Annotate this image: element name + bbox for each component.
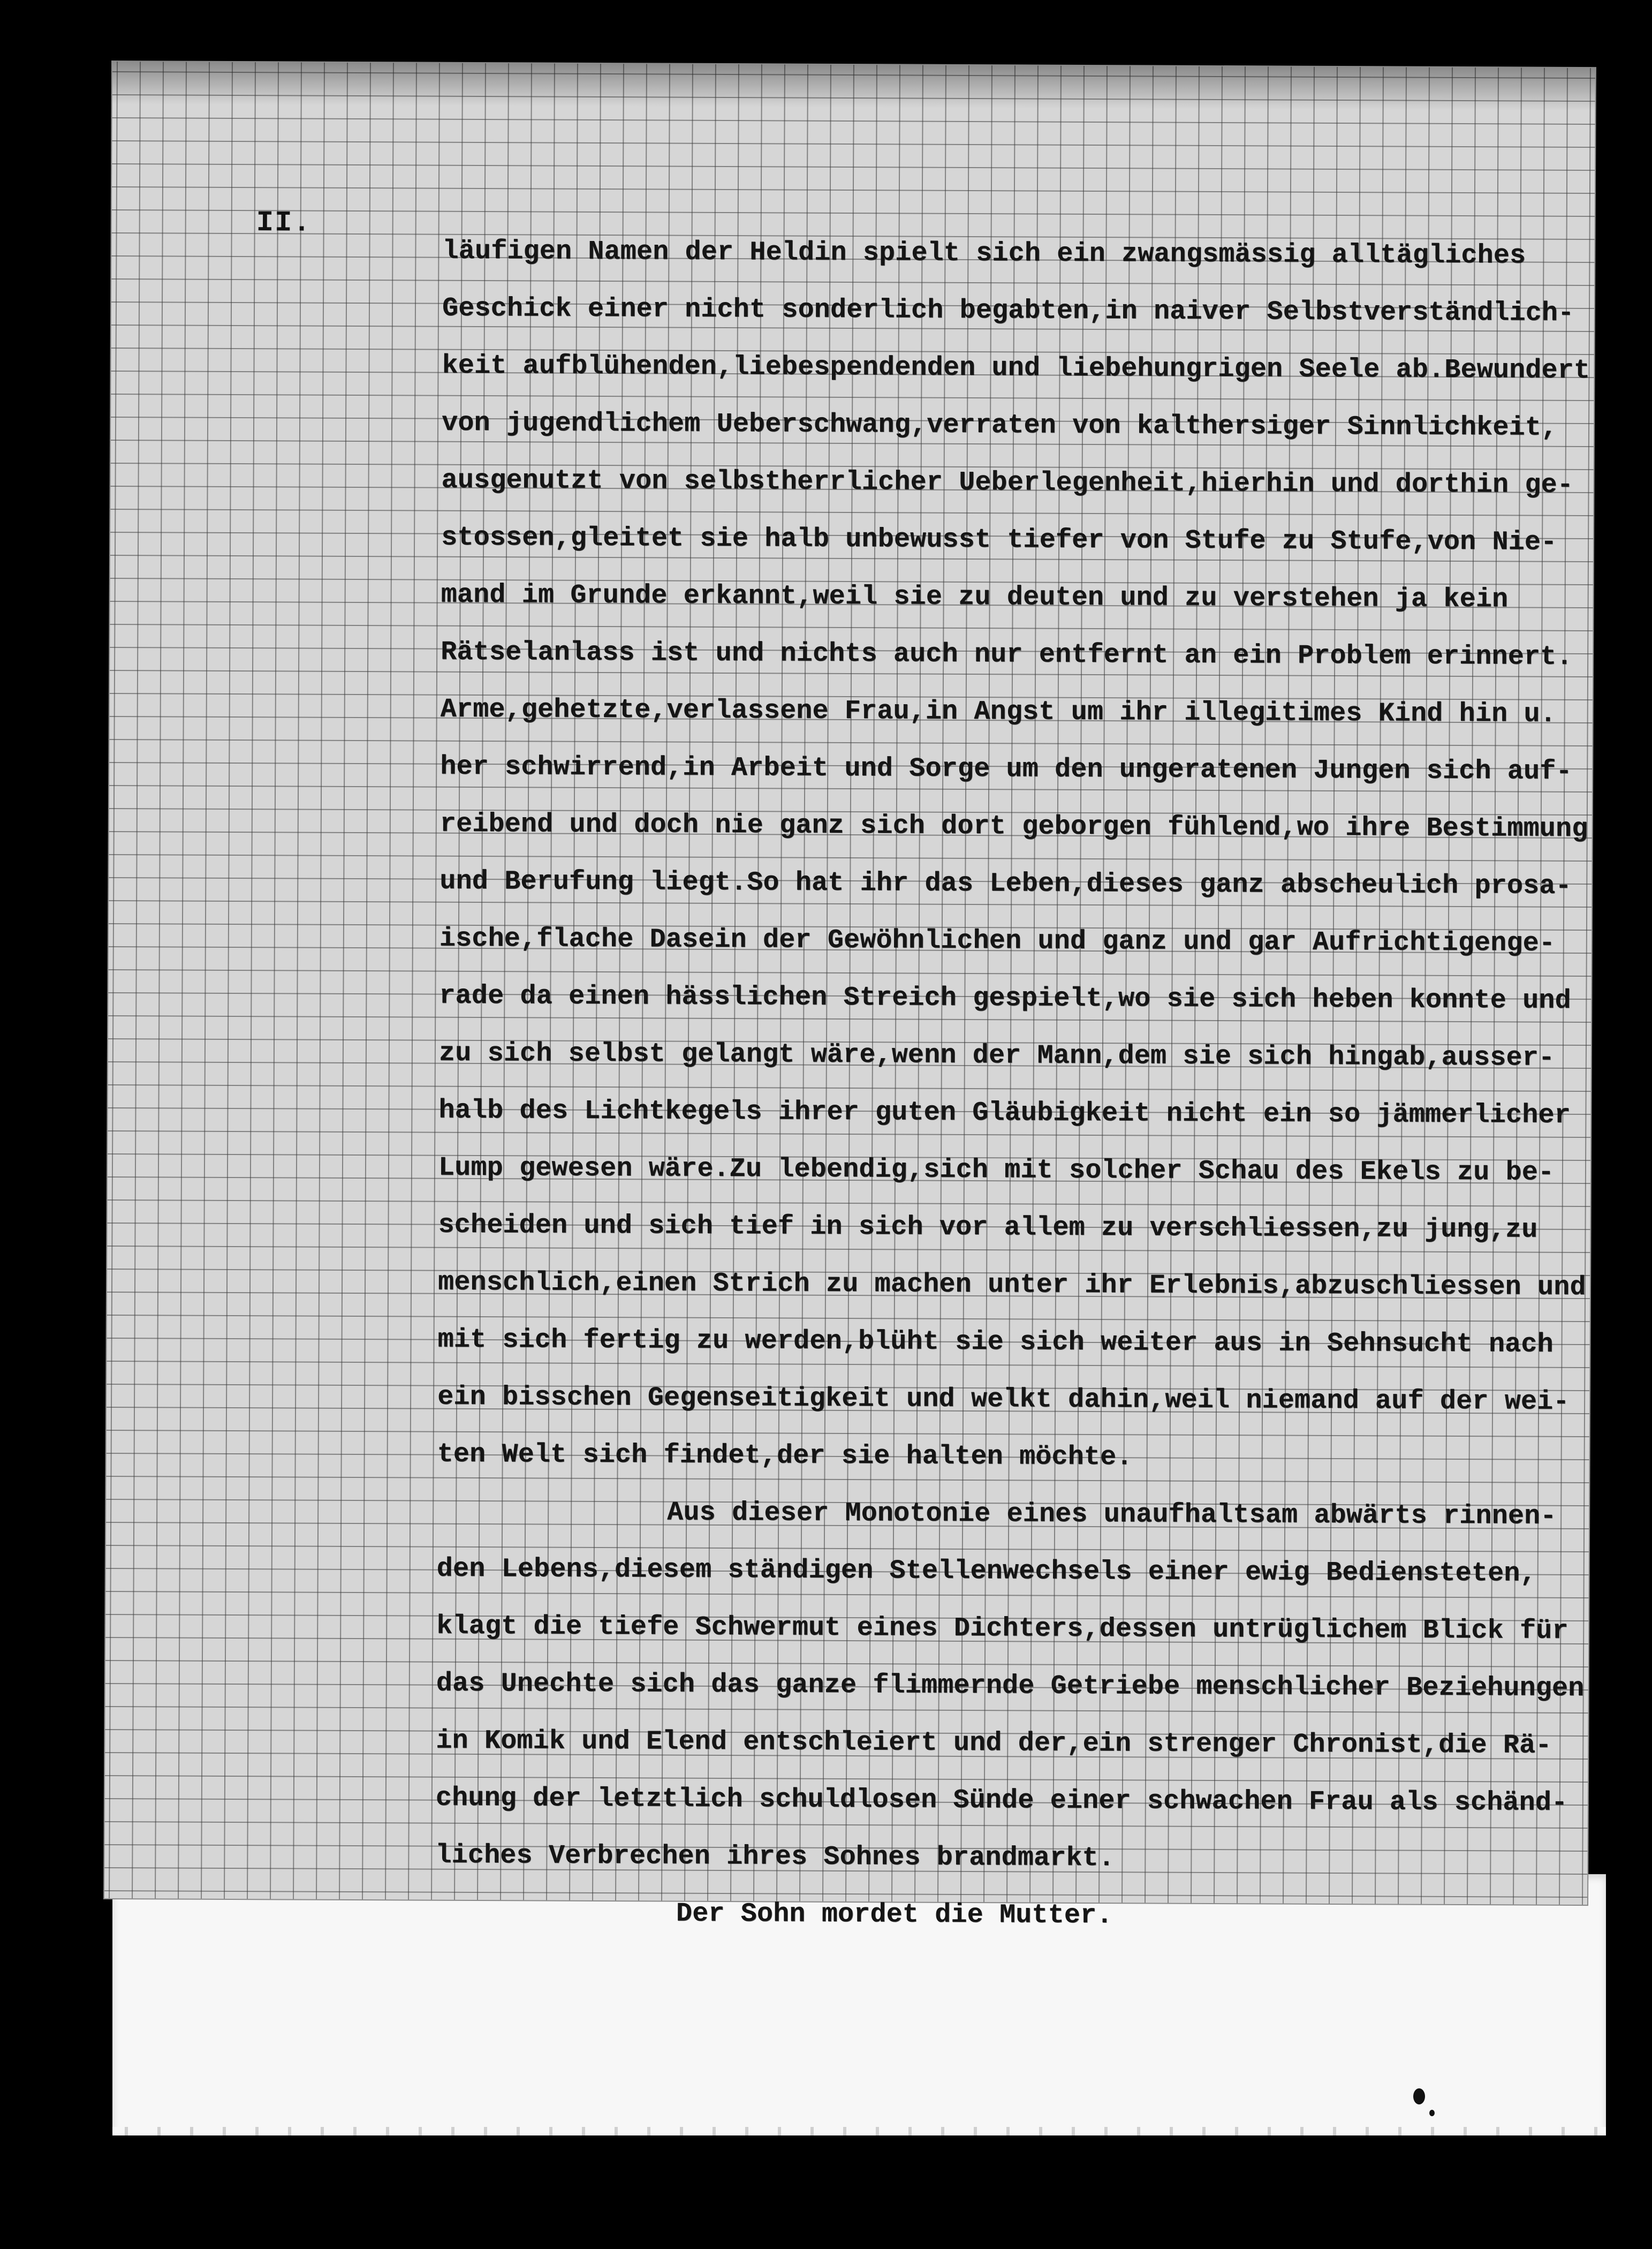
text-line: keit aufblühenden,liebespendenden und liebehungrigen Seele ab.Bewundert bbox=[442, 350, 1590, 387]
closing-line: Der Sohn mordet die Mutter. bbox=[676, 1898, 1113, 1931]
text-line: stossen,gleitet sie halb unbewusst tiefer von Stufe zu Stufe,von Nie- bbox=[441, 522, 1557, 558]
text-line: läufigen Namen der Heldin spielt sich ein zwangsmässig alltägliches bbox=[442, 236, 1526, 271]
text-line: ein bisschen Gegenseitigkeit und welkt dahin,weil niemand auf der wei- bbox=[437, 1382, 1570, 1417]
paragraph-start-line: Aus dieser Monotonie eines unaufhaltsam abwärts rinnen- bbox=[667, 1497, 1557, 1532]
text-line: liches Verbrechen ihres Sohnes brandmarkt. bbox=[435, 1840, 1115, 1874]
body-text bbox=[435, 223, 1652, 1947]
text-line: in Komik und Elend entschleiert und der,ein strenger Chronist,die Rä- bbox=[436, 1725, 1552, 1761]
page-number: II. bbox=[256, 207, 312, 240]
text-line: das Unechte sich das ganze flimmernde Getriebe menschlicher Beziehungen bbox=[436, 1668, 1585, 1704]
typescript-page bbox=[104, 62, 1595, 1931]
text-line: ten Welt sich findet,der sie halten möchte. bbox=[437, 1439, 1133, 1473]
text-line: Geschick einer nicht sonderlich begabten,in naiver Selbstverständlich- bbox=[442, 293, 1574, 329]
text-line: ausgenutzt von selbstherrlicher Ueberlegenheit,hierhin und dorthin ge- bbox=[441, 465, 1574, 501]
ink-speck bbox=[1413, 2088, 1425, 2104]
text-line: Lump gewesen wäre.Zu lebendig,sich mit solcher Schau des Ekels zu be- bbox=[438, 1152, 1555, 1188]
text-line: von jugendlichem Ueberschwang,verraten von kalthersiger Sinnlichkeit, bbox=[441, 407, 1558, 443]
text-line: und Berufung liegt.So hat ihr das Leben,dieses ganz abscheulich prosa- bbox=[439, 866, 1572, 902]
ink-speck bbox=[1429, 2110, 1435, 2116]
text-line: chung der letztlich schuldlosen Sünde einer schwachen Frau als schänd- bbox=[435, 1783, 1568, 1818]
text-line: den Lebens,diesem ständigen Stellenwechsels einer ewig Bediensteten, bbox=[436, 1553, 1536, 1589]
text-line: scheiden und sich tief in sich vor allem zu verschliessen,zu jung,zu bbox=[438, 1210, 1538, 1246]
text-line: menschlich,einen Strich zu machen unter ihr Erlebnis,abzuschliessen und bbox=[437, 1267, 1586, 1303]
text-line: halb des Lichtkegels ihrer guten Gläubigkeit nicht ein so jämmerlicher bbox=[438, 1095, 1571, 1131]
text-line: rade da einen hässlichen Streich gespielt,wo sie sich heben konnte und bbox=[439, 980, 1571, 1016]
text-line: mit sich fertig zu werden,blüht sie sich weiter aus in Sehnsucht nach bbox=[437, 1324, 1554, 1360]
text-line: her schwirrend,in Arbeit und Sorge um den ungeratenen Jungen sich auf- bbox=[440, 751, 1572, 787]
text-line: zu sich selbst gelangt wäre,wenn der Mann,dem sie sich hingab,ausser- bbox=[438, 1038, 1555, 1074]
text-line: klagt die tiefe Schwermut eines Dichters,dessen untrüglichem Blick für bbox=[436, 1611, 1568, 1647]
text-line: Arme,gehetzte,verlassene Frau,in Angst um ihr illegitimes Kind hin u. bbox=[440, 694, 1556, 730]
text-line: mand im Grunde erkannt,weil sie zu deuten und zu verstehen ja kein bbox=[441, 579, 1509, 615]
text-line: reibend und doch nie ganz sich dort geborgen fühlend,wo ihre Bestimmung bbox=[439, 809, 1588, 845]
text-line: Rätselanlass ist und nichts auch nur entfernt an ein Problem erinnert. bbox=[441, 637, 1573, 673]
text-line: ische,flache Dasein der Gewöhnlichen und ganz und gar Aufrichtigenge- bbox=[439, 923, 1556, 959]
